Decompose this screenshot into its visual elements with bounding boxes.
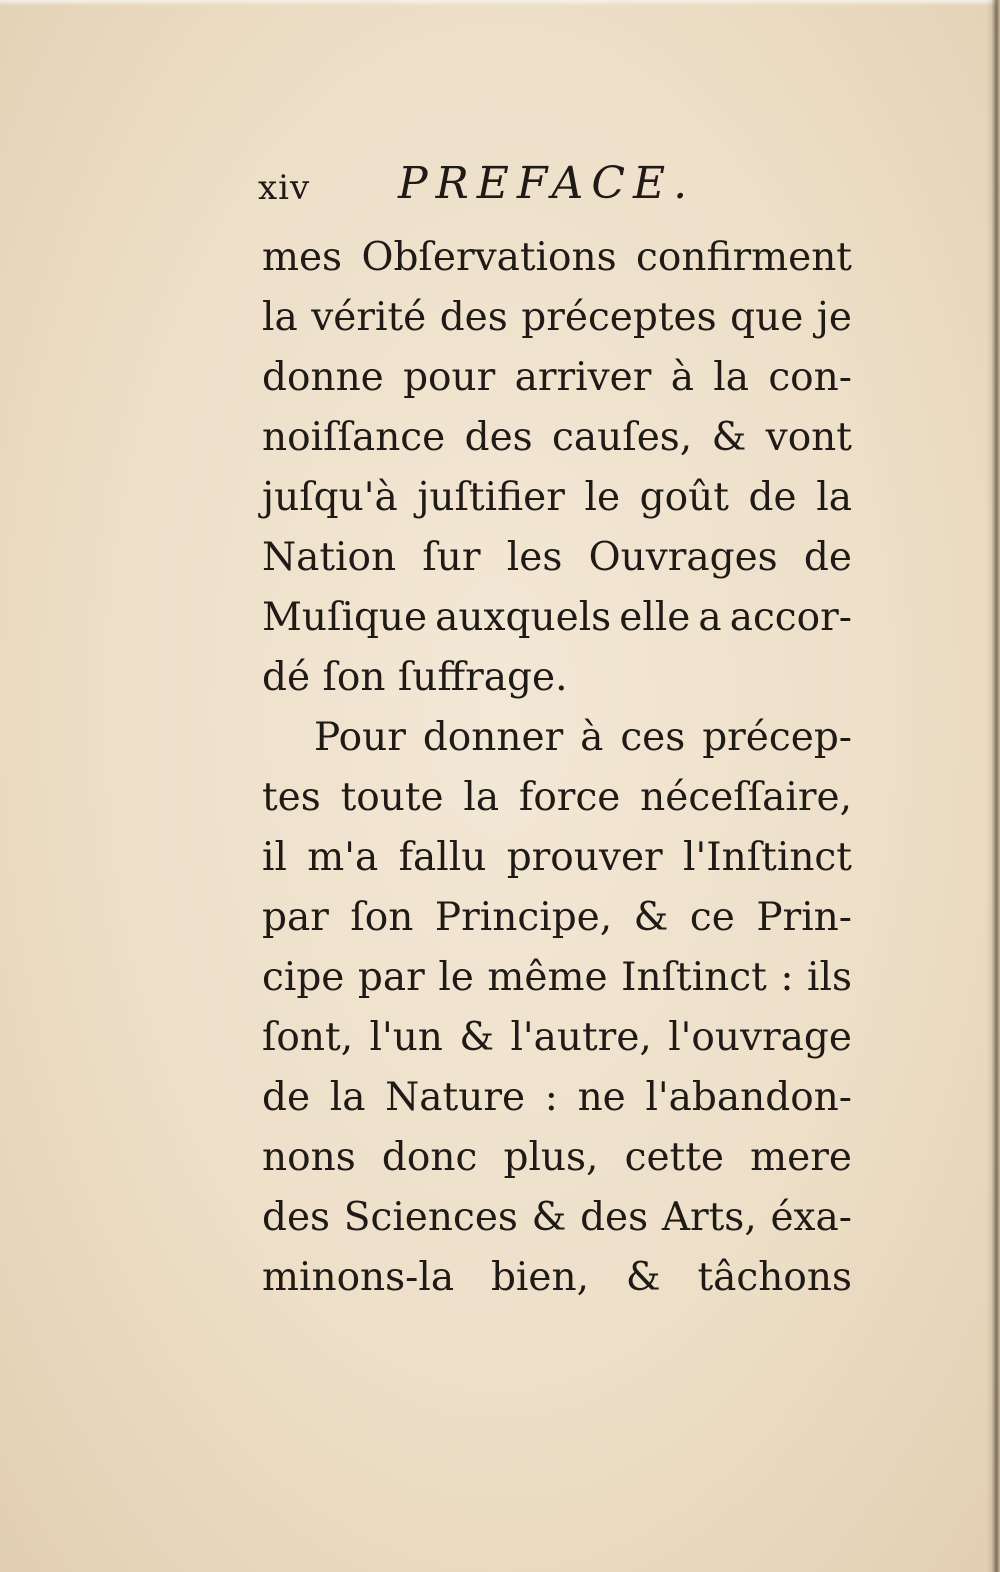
text-line: Muſique auxquels elle a accor- [262, 595, 852, 640]
text-line: tes toute la force néceſſaire, [262, 775, 852, 820]
text-line: la vérité des préceptes que je [262, 295, 852, 340]
text-line: mes Obſervations confirment [262, 235, 852, 280]
text-line: donne pour arriver à la con- [262, 355, 852, 400]
text-line: il m'a fallu prouver l'Inſtinct [262, 835, 852, 880]
running-title: PREFACE. [398, 158, 696, 209]
page-top-edge [0, 0, 1000, 6]
text-line: juſqu'à juſtifier le goût de la [262, 475, 852, 520]
page-number: xiv [258, 168, 311, 208]
text-line: noiſſance des cauſes, & vont [262, 415, 852, 460]
page-right-edge [986, 0, 1000, 1572]
text-line: cipe par le même Inſtinct : ils [262, 955, 852, 1000]
text-line: Nation ſur les Ouvrages de [262, 535, 852, 580]
text-line: des Sciences & des Arts, éxa- [262, 1195, 852, 1240]
text-line: ſont, l'un & l'autre, l'ouvrage [262, 1015, 852, 1060]
text-line: de la Nature : ne l'abandon- [262, 1075, 852, 1120]
paragraph-first-line: Pour donner à ces précep- [314, 715, 852, 760]
text-line: dé ſon ſuffrage. [262, 655, 568, 700]
text-line: nons donc plus, cette mere [262, 1135, 852, 1180]
text-line: minons-la bien, & tâchons [262, 1255, 852, 1300]
page-header [258, 158, 858, 218]
body-text [262, 228, 852, 1308]
text-line: par ſon Principe, & ce Prin- [262, 895, 852, 940]
